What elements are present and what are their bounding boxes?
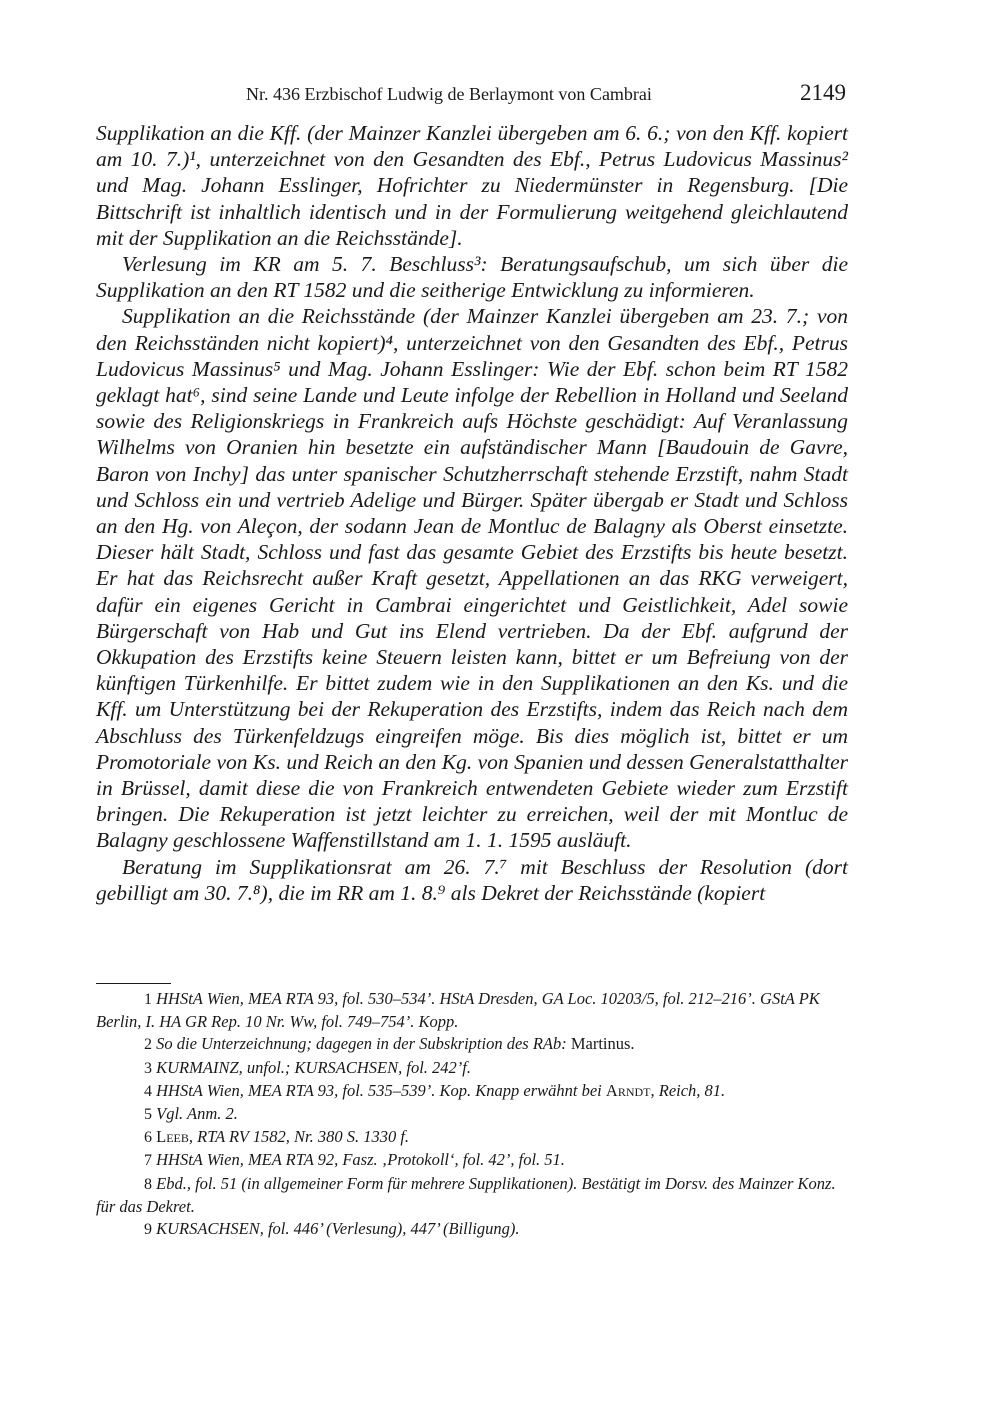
footnote-number: 9 xyxy=(144,1221,152,1239)
footnote-text: Vgl. Anm. 2. xyxy=(156,1104,238,1124)
paragraph-deliberation: Beratung im Supplikationsrat am 26. 7.⁷ mit Beschluss der Resolution (dort gebilligt am 30. 7.⁸), die im RR am 1. 8.⁹ als Dekret der Reichsstände (kopiert xyxy=(96,854,848,905)
footnotes xyxy=(96,988,848,1241)
footnote-text-cont: , Reich, 81. xyxy=(650,1080,726,1100)
footnote xyxy=(96,1033,848,1056)
paragraph-reading-kr: Verlesung im KR am 5. 7. Beschluss³: Beratungsaufschub, um sich über die Supplikation an den RT 1582 und die seitherige Entwicklung zu informieren. xyxy=(96,252,848,303)
footnote xyxy=(96,1173,848,1218)
footnote xyxy=(96,1149,848,1172)
running-header xyxy=(96,80,848,108)
footnote xyxy=(96,1126,848,1149)
footnote xyxy=(96,1080,848,1103)
paragraph-supplication-electors: Supplikation an die Kff. (der Mainzer Kanzlei übergeben am 6. 6.; von den Kff. kopiert am 10. 7.)¹, unterzeichnet von den Gesandten des Ebf., Petrus Ludovicus Massinus² und Mag. Johann Esslinger, Hofrichter zu Niedermünster in Regensburg. [Die Bittschrift ist inhaltlich identisch und in der Formulierung weitgehend gleichlautend mit der Supplikation an die Reichsstände]. xyxy=(96,121,848,250)
footnote-number: 4 xyxy=(144,1082,152,1100)
footnote-number: 8 xyxy=(144,1175,152,1193)
paragraph-supplication-estates: Supplikation an die Reichsstände (der Mainzer Kanzlei übergeben am 23. 7.; von den Reichsständen nicht kopiert)⁴, unterzeichnet von den Gesandten des Ebf., Petrus Ludovicus Massinus⁵ und Mag. Johann Esslinger: Wie der Ebf. schon beim RT 1582 geklagt hat⁶, sind seine Lande und Leute infolge der Rebellion in Holland und Seeland sowie des Religionskriegs in Frankreich aufs Höchste geschädigt: Auf Veranlassung Wilhelms von Oranien hin besetzte ein aufständischer Mann [Baudouin de Gavre, Baron von Inchy] das unter spanischer Schutzherrschaft stehende Erzstift, nahm Stadt und Schloss ein und vertrieb Adelige und Bürger. Später übergab er Stadt und Schloss an den Hg. von Aleçon, der sodann Jean de Montluc de Balagny als Oberst einsetzte. Dieser hält Stadt, Schloss und fast das gesamte Gebiet des Erzstifts bis heute besetzt. Er hat das Reichsrecht außer Kraft gesetzt, Appellationen an das RKG verweigert, dafür ein eigenes Gericht in Cambrai eingerichtet und Geistlichkeit, Adel sowie Bürgerschaft von Hab und Gut ins Elend vertrieben. Da der Ebf. aufgrund der Okkupation des Erzstifts keine Steuern leisten kann, bittet er um Befreiung von der künftigen Türkenhilfe. Er bittet zudem wie in den Supplikationen an den Ks. und die Kff. um Unterstützung bei der Rekuperation des Erzstifts, indem das Reich nach dem Abschluss des Türkenfeldzugs eingreifen möge. Bis dies möglich ist, bittet er um Promotoriale von Ks. und Reich an den Kg. von Spanien und dessen Generalstatthalter in Brüssel, damit diese die von Frankreich entwendeten Gebiete wieder zum Erzstift bringen. Die Rekuperation ist jetzt leichter zu erreichen, weil der mit Montluc de Balagny geschlossene Waffenstillstand am 1. 1. 1595 ausläuft. xyxy=(96,304,848,853)
footnote-author: Leeb xyxy=(156,1127,189,1147)
footnote xyxy=(96,988,848,1033)
footnote-number: 1 xyxy=(144,991,152,1008)
footnote-number: 7 xyxy=(144,1152,152,1170)
main-text xyxy=(96,120,848,906)
footnote-number: 2 xyxy=(144,1036,152,1054)
footnote xyxy=(96,1103,848,1126)
page-number: 2149 xyxy=(800,80,846,105)
footnote-text: HHStA Wien, MEA RTA 93, fol. 530–534’. HStA Dresden, GA Loc. 10203/5, fol. 212–216’. GStA PK Berlin, I. HA GR Rep. 10 Nr. Ww, fol. 749–754’. Kopp. xyxy=(96,989,820,1032)
footnote-text-cont: , RTA RV 1582, Nr. 380 S. 1330 f. xyxy=(188,1127,410,1147)
footnote-author: Arndt xyxy=(605,1080,651,1100)
footnote-number: 6 xyxy=(144,1129,152,1147)
footnote xyxy=(96,1218,848,1241)
running-title: Nr. 436 Erzbischof Ludwig de Berlaymont von Cambrai xyxy=(246,84,652,104)
footnote-name: Martinus. xyxy=(570,1034,635,1054)
footnote-text: KURSACHSEN, fol. 446’ (Verlesung), 447’ (Billigung). xyxy=(156,1219,520,1239)
footnote-text: Ebd., fol. 51 (in allgemeiner Form für mehrere Supplikationen). Bestätigt im Dorsv. des Mainzer Konz. für das Dekret. xyxy=(96,1173,836,1216)
footnote-text: So die Unterzeichnung; dagegen in der Subskription des RAb: xyxy=(156,1034,567,1054)
footnote-number: 5 xyxy=(144,1106,152,1124)
footnote-text: HHStA Wien, MEA RTA 92, Fasz. ‚Protokoll‘, fol. 42’, fol. 51. xyxy=(156,1150,565,1170)
footnote xyxy=(96,1057,848,1080)
footnote-rule xyxy=(96,983,171,984)
footnote-text: HHStA Wien, MEA RTA 93, fol. 535–539’. Kop. Knapp erwähnt bei xyxy=(156,1080,602,1100)
footnote-number: 3 xyxy=(144,1059,152,1077)
footnote-text: KURMAINZ, unfol.; KURSACHSEN, fol. 242’f. xyxy=(156,1057,471,1077)
